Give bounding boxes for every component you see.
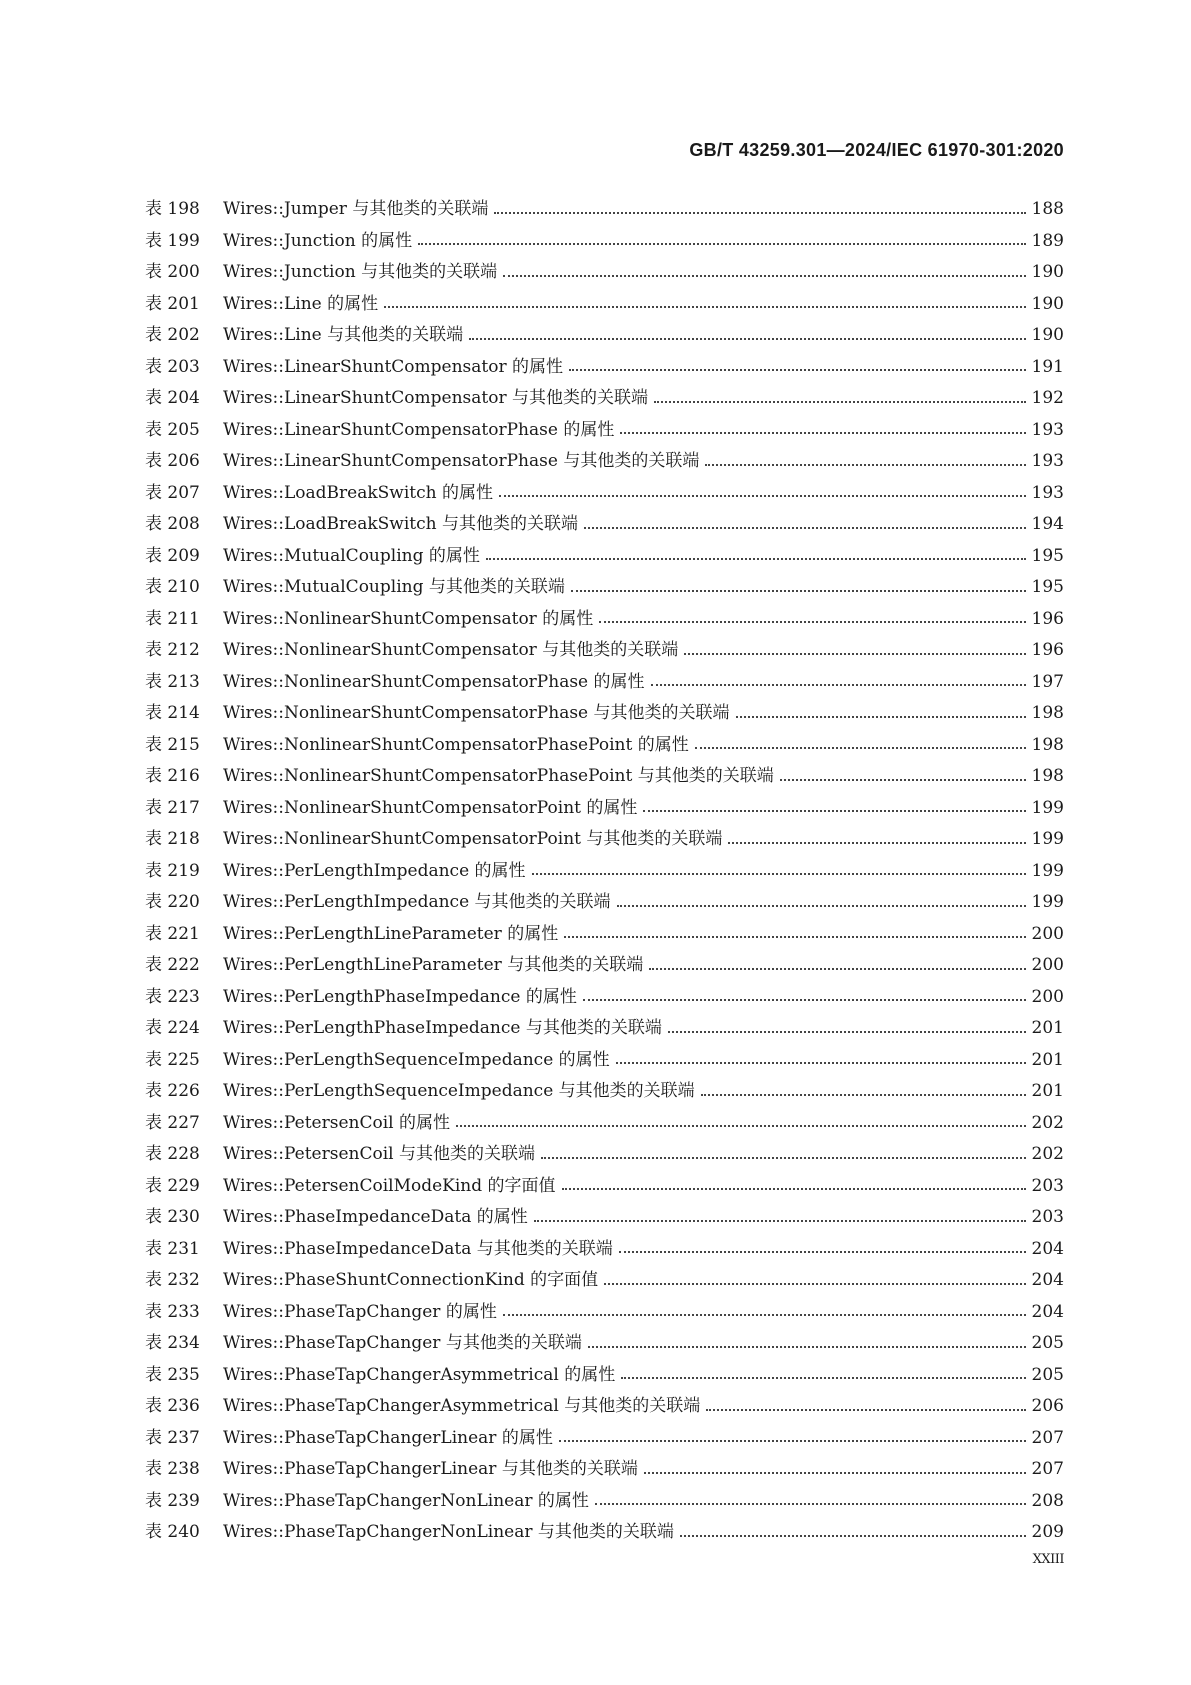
dot-leader — [456, 1125, 1026, 1127]
dot-leader — [541, 1157, 1026, 1159]
table-number: 表 219 — [145, 860, 200, 881]
table-number: 表 215 — [145, 734, 200, 755]
table-number: 表 230 — [145, 1207, 200, 1227]
entry-title: Wires::LoadBreakSwitch 与其他类的关联端 — [223, 514, 578, 534]
table-number: 表 199 — [145, 230, 200, 251]
dot-leader — [705, 464, 1026, 466]
dot-leader — [418, 243, 1026, 245]
toc-entry[interactable] — [145, 982, 1064, 1014]
document-header: GB/T 43259.301—2024/IEC 61970-301:2020 — [689, 140, 1064, 160]
dot-leader — [684, 653, 1026, 655]
table-number: 表 239 — [145, 1490, 200, 1511]
dot-leader — [494, 212, 1026, 214]
page-ref: 203 — [1031, 1207, 1064, 1227]
table-number: 表 217 — [145, 797, 200, 818]
dot-leader — [562, 1188, 1026, 1190]
page-ref: 204 — [1031, 1270, 1064, 1290]
page-ref: 201 — [1031, 1081, 1064, 1101]
table-number: 表 221 — [145, 923, 200, 944]
page-ref: 199 — [1031, 797, 1064, 818]
table-number: 表 204 — [145, 388, 200, 408]
page-ref: 190 — [1031, 325, 1064, 345]
page-ref: 188 — [1031, 199, 1064, 219]
toc-entry[interactable] — [145, 352, 1064, 384]
entry-title: Wires::PhaseTapChangerLinear 与其他类的关联端 — [223, 1459, 638, 1479]
page-number: XXIII — [1032, 1552, 1064, 1567]
dot-leader — [604, 1283, 1026, 1285]
entry-title: Wires::Line 的属性 — [223, 293, 379, 314]
page-ref: 192 — [1031, 388, 1064, 408]
dot-leader — [649, 968, 1026, 970]
entry-title: Wires::PerLengthSequenceImpedance 与其他类的关联端 — [223, 1081, 695, 1101]
dot-leader — [559, 1440, 1026, 1442]
toc-entry[interactable] — [145, 635, 1064, 667]
toc-entry[interactable] — [145, 824, 1064, 856]
toc-entry[interactable] — [145, 950, 1064, 982]
page-ref: 199 — [1031, 860, 1064, 881]
entry-title: Wires::PerLengthPhaseImpedance 的属性 — [223, 986, 577, 1007]
entry-title: Wires::PetersenCoilModeKind 的字面值 — [223, 1175, 556, 1196]
entry-title: Wires::NonlinearShuntCompensatorPoint 的属性 — [223, 797, 638, 818]
entry-title: Wires::NonlinearShuntCompensatorPhasePoint 与其他类的关联端 — [223, 766, 774, 786]
entry-title: Wires::LoadBreakSwitch 的属性 — [223, 482, 493, 503]
toc-entry[interactable] — [145, 320, 1064, 352]
toc-entry[interactable] — [145, 1234, 1064, 1266]
entry-title: Wires::PhaseTapChangerAsymmetrical 与其他类的关联端 — [223, 1396, 701, 1416]
toc-entry[interactable] — [145, 1517, 1064, 1549]
dot-leader — [668, 1031, 1026, 1033]
dot-leader — [503, 1314, 1026, 1316]
page-ref: 199 — [1031, 892, 1064, 912]
entry-title: Wires::PerLengthImpedance 与其他类的关联端 — [223, 892, 611, 912]
table-number: 表 200 — [145, 262, 200, 282]
dot-leader — [616, 1062, 1026, 1064]
dot-leader — [706, 1409, 1026, 1411]
toc-entry[interactable] — [145, 1454, 1064, 1486]
entry-title: Wires::NonlinearShuntCompensatorPoint 与其他类的关联端 — [223, 829, 723, 849]
page-ref: 202 — [1031, 1112, 1064, 1133]
table-number: 表 229 — [145, 1175, 200, 1196]
entry-title: Wires::Junction 与其他类的关联端 — [223, 262, 498, 282]
toc-entry[interactable] — [145, 446, 1064, 478]
dot-leader — [701, 1094, 1026, 1096]
table-number: 表 208 — [145, 514, 200, 534]
dot-leader — [728, 842, 1026, 844]
dot-leader — [534, 1220, 1026, 1222]
toc-entry[interactable] — [145, 887, 1064, 919]
entry-title: Wires::LinearShuntCompensatorPhase 与其他类的关联端 — [223, 451, 700, 471]
dot-leader — [595, 1503, 1026, 1505]
table-number: 表 235 — [145, 1364, 200, 1385]
toc-entry[interactable] — [145, 1265, 1064, 1297]
dot-leader — [503, 275, 1026, 277]
entry-title: Wires::PhaseTapChanger 的属性 — [223, 1301, 497, 1322]
toc-entry[interactable] — [145, 415, 1064, 447]
page-ref: 199 — [1031, 829, 1064, 849]
entry-title: Wires::PhaseImpedanceData 的属性 — [223, 1207, 528, 1227]
dot-leader — [564, 936, 1026, 938]
entry-title: Wires::NonlinearShuntCompensator 与其他类的关联端 — [223, 640, 679, 660]
toc-entry[interactable] — [145, 1045, 1064, 1077]
toc-entry[interactable] — [145, 667, 1064, 699]
entry-title: Wires::PerLengthPhaseImpedance 与其他类的关联端 — [223, 1018, 662, 1038]
page-ref: 209 — [1031, 1522, 1064, 1542]
dot-leader — [571, 590, 1026, 592]
table-number: 表 238 — [145, 1459, 200, 1479]
toc-entry[interactable] — [145, 919, 1064, 951]
page-ref: 193 — [1031, 419, 1064, 440]
page-ref: 204 — [1031, 1238, 1064, 1259]
dot-leader — [654, 401, 1026, 403]
page-ref: 194 — [1031, 514, 1064, 534]
table-number: 表 233 — [145, 1301, 200, 1322]
dot-leader — [584, 527, 1026, 529]
entry-title: Wires::LinearShuntCompensatorPhase 的属性 — [223, 419, 615, 440]
table-number: 表 213 — [145, 671, 200, 692]
dot-leader — [617, 905, 1026, 907]
page-ref: 198 — [1031, 703, 1064, 723]
dot-leader — [583, 999, 1026, 1001]
toc-entry[interactable] — [145, 1076, 1064, 1108]
dot-leader — [599, 621, 1026, 623]
table-number: 表 225 — [145, 1049, 200, 1070]
page-ref: 200 — [1031, 955, 1064, 975]
dot-leader — [569, 369, 1026, 371]
page-ref: 207 — [1031, 1459, 1064, 1479]
toc-entry[interactable] — [145, 509, 1064, 541]
table-number: 表 231 — [145, 1238, 200, 1259]
table-number: 表 240 — [145, 1522, 200, 1542]
dot-leader — [680, 1535, 1026, 1537]
table-number: 表 224 — [145, 1018, 200, 1038]
entry-title: Wires::Junction 的属性 — [223, 230, 413, 251]
entry-title: Wires::Jumper 与其他类的关联端 — [223, 199, 489, 219]
page-ref: 200 — [1031, 923, 1064, 944]
entry-title: Wires::PerLengthLineParameter 与其他类的关联端 — [223, 955, 644, 975]
entry-title: Wires::NonlinearShuntCompensatorPhasePoint 的属性 — [223, 734, 689, 755]
entry-title: Wires::PetersenCoil 的属性 — [223, 1112, 450, 1133]
toc-entry[interactable] — [145, 1423, 1064, 1455]
table-number: 表 227 — [145, 1112, 200, 1133]
page-ref: 205 — [1031, 1333, 1064, 1353]
dot-leader — [644, 1472, 1026, 1474]
page-ref: 195 — [1031, 577, 1064, 597]
table-number: 表 211 — [145, 608, 200, 629]
entry-title: Wires::PhaseImpedanceData 与其他类的关联端 — [223, 1238, 613, 1259]
dot-leader — [499, 495, 1026, 497]
page-ref: 198 — [1031, 766, 1064, 786]
dot-leader — [736, 716, 1026, 718]
entry-title: Wires::PhaseTapChangerNonLinear 的属性 — [223, 1490, 589, 1511]
dot-leader — [619, 1251, 1026, 1253]
page-ref: 198 — [1031, 734, 1064, 755]
toc-entry[interactable] — [145, 478, 1064, 510]
dot-leader — [651, 684, 1026, 686]
entry-title: Wires::NonlinearShuntCompensatorPhase 与其他类的关联端 — [223, 703, 730, 723]
table-number: 表 201 — [145, 293, 200, 314]
page-ref: 196 — [1031, 640, 1064, 660]
table-number: 表 212 — [145, 640, 200, 660]
table-number: 表 210 — [145, 577, 200, 597]
table-number: 表 207 — [145, 482, 200, 503]
toc-entry[interactable] — [145, 194, 1064, 226]
toc-entry[interactable] — [145, 383, 1064, 415]
toc-entry[interactable] — [145, 572, 1064, 604]
page-ref: 204 — [1031, 1301, 1064, 1322]
table-number: 表 223 — [145, 986, 200, 1007]
toc-entry[interactable] — [145, 856, 1064, 888]
toc-entry[interactable] — [145, 761, 1064, 793]
page-ref: 197 — [1031, 671, 1064, 692]
table-number: 表 209 — [145, 545, 200, 566]
toc-entry[interactable] — [145, 1202, 1064, 1234]
page-ref: 200 — [1031, 986, 1064, 1007]
dot-leader — [643, 810, 1026, 812]
toc-entry[interactable] — [145, 226, 1064, 258]
page-ref: 201 — [1031, 1018, 1064, 1038]
page-ref: 202 — [1031, 1144, 1064, 1164]
page-ref: 193 — [1031, 482, 1064, 503]
dot-leader — [588, 1346, 1026, 1348]
page-ref: 196 — [1031, 608, 1064, 629]
dot-leader — [532, 873, 1026, 875]
toc-entry[interactable] — [145, 793, 1064, 825]
page-ref: 201 — [1031, 1049, 1064, 1070]
page-ref: 205 — [1031, 1364, 1064, 1385]
toc-entry[interactable] — [145, 730, 1064, 762]
toc-entry[interactable] — [145, 1391, 1064, 1423]
entry-title: Wires::Line 与其他类的关联端 — [223, 325, 464, 345]
page-ref: 193 — [1031, 451, 1064, 471]
table-number: 表 237 — [145, 1427, 200, 1448]
table-number: 表 232 — [145, 1270, 200, 1290]
toc-entry[interactable] — [145, 541, 1064, 573]
dot-leader — [486, 558, 1026, 560]
table-number: 表 218 — [145, 829, 200, 849]
entry-title: Wires::PhaseTapChanger 与其他类的关联端 — [223, 1333, 582, 1353]
toc-entry[interactable] — [145, 1328, 1064, 1360]
page-ref: 203 — [1031, 1175, 1064, 1196]
dot-leader — [384, 306, 1026, 308]
table-number: 表 206 — [145, 451, 200, 471]
entry-title: Wires::PhaseTapChangerAsymmetrical 的属性 — [223, 1364, 616, 1385]
toc-entry[interactable] — [145, 1486, 1064, 1518]
page-ref: 206 — [1031, 1396, 1064, 1416]
table-number: 表 236 — [145, 1396, 200, 1416]
toc-entry[interactable] — [145, 1297, 1064, 1329]
toc-entry[interactable] — [145, 289, 1064, 321]
entry-title: Wires::PerLengthImpedance 的属性 — [223, 860, 526, 881]
toc-entry[interactable] — [145, 1171, 1064, 1203]
toc-entry[interactable] — [145, 698, 1064, 730]
entry-title: Wires::PhaseTapChangerNonLinear 与其他类的关联端 — [223, 1522, 674, 1542]
entry-title: Wires::LinearShuntCompensator 的属性 — [223, 356, 564, 377]
dot-leader — [780, 779, 1026, 781]
page-ref: 190 — [1031, 262, 1064, 282]
dot-leader — [621, 1377, 1026, 1379]
toc-entry[interactable] — [145, 257, 1064, 289]
entry-title: Wires::MutualCoupling 的属性 — [223, 545, 480, 566]
entry-title: Wires::PhaseTapChangerLinear 的属性 — [223, 1427, 553, 1448]
toc-entry[interactable] — [145, 1108, 1064, 1140]
table-of-contents — [145, 194, 1064, 1549]
page-ref: 208 — [1031, 1490, 1064, 1511]
page-ref: 191 — [1031, 356, 1064, 377]
toc-entry[interactable] — [145, 1139, 1064, 1171]
dot-leader — [620, 432, 1026, 434]
toc-entry[interactable] — [145, 1013, 1064, 1045]
dot-leader — [695, 747, 1026, 749]
page-ref: 207 — [1031, 1427, 1064, 1448]
entry-title: Wires::MutualCoupling 与其他类的关联端 — [223, 577, 565, 597]
entry-title: Wires::PetersenCoil 与其他类的关联端 — [223, 1144, 535, 1164]
table-number: 表 228 — [145, 1144, 200, 1164]
toc-entry[interactable] — [145, 604, 1064, 636]
entry-title: Wires::NonlinearShuntCompensator 的属性 — [223, 608, 594, 629]
table-number: 表 214 — [145, 703, 200, 723]
entry-title: Wires::NonlinearShuntCompensatorPhase 的属性 — [223, 671, 645, 692]
table-number: 表 203 — [145, 356, 200, 377]
entry-title: Wires::PhaseShuntConnectionKind 的字面值 — [223, 1270, 599, 1290]
table-number: 表 216 — [145, 766, 200, 786]
page-ref: 189 — [1031, 230, 1064, 251]
dot-leader — [469, 338, 1026, 340]
page-ref: 190 — [1031, 293, 1064, 314]
table-number: 表 198 — [145, 199, 200, 219]
entry-title: Wires::PerLengthLineParameter 的属性 — [223, 923, 559, 944]
table-number: 表 220 — [145, 892, 200, 912]
table-number: 表 202 — [145, 325, 200, 345]
entry-title: Wires::LinearShuntCompensator 与其他类的关联端 — [223, 388, 649, 408]
table-number: 表 226 — [145, 1081, 200, 1101]
page-ref: 195 — [1031, 545, 1064, 566]
toc-entry[interactable] — [145, 1360, 1064, 1392]
table-number: 表 234 — [145, 1333, 200, 1353]
entry-title: Wires::PerLengthSequenceImpedance 的属性 — [223, 1049, 610, 1070]
table-number: 表 205 — [145, 419, 200, 440]
table-number: 表 222 — [145, 955, 200, 975]
